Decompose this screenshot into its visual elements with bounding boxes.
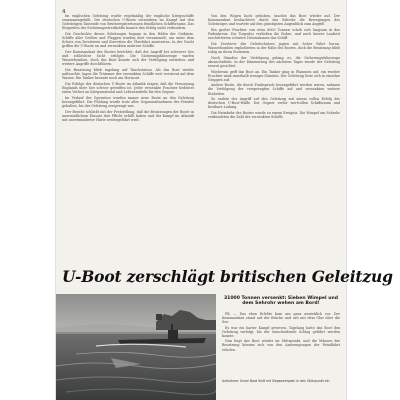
article-paragraph: Wiederum griff das Boot an. Ein Tanker ging in Flammen auf, ein zweiter Frachter sank innerhalb weniger Minuten. Der Geleitzug löste sich in einzelne Gruppen auf.: [208, 69, 340, 82]
article-paragraph: Von den Wogen hoch gehoben, tauchte das Boot wieder auf. Der Kommandant beobachtete durch das Sehrohr die Bewegungen des Geleitzuges und wartete auf den günstigsten Augenblick zum Angriff.: [208, 14, 340, 27]
article-paragraph: Die Erfolge der deutschen U-Boote im Atlantik zeigen, daß die Versorgung Englands über See schwer getroffen ist. Jeder versenkte Frachter bedeutet einen Verlust an Kriegsmaterial und Lebensmitteln für den Gegner.: [62, 81, 194, 94]
caption-paragraph: PK. — Das eben Erlebte kam uns ganz unwirklich vor. Der Kommandant stand auf der Brücke und sah mit dem Glas über die See.: [222, 312, 340, 325]
article-column-right: [208, 14, 340, 264]
submarine-photo-image: [56, 294, 216, 400]
caption-text: [222, 312, 340, 353]
caption-paragraph: Nun liegt das Boot wieder im Stützpunkt, und die Männer der Besatzung können sich von den Anstrengungen der Feindfahrt erholen.: [222, 339, 340, 352]
magazine-page: [56, 0, 393, 400]
article-paragraph: Andere Boote, die durch Funkspruch herangeführt worden waren, nahmen die Verfolgung der versprengten Schiffe auf und versenkten weitere Einheiten.: [208, 83, 340, 96]
article-paragraph: Die Zerstörer des Geleitschutzes jagten mit hoher Fahrt heran. Wasserbomben explodierten in der Nähe des Bootes, doch die Besatzung blieb ruhig an ihren Stationen.: [208, 41, 340, 54]
article-paragraph: Die Besatzung blieb tagelang auf Tauchstation. Als das Boot wieder auftauchte, lagen die Trümmer der versenkten Schiffe weit verstreut auf dem Wasser. Ein Tanker brannte noch am Horizont.: [62, 67, 194, 81]
article-paragraph: Im englischen Geleitzug wurde regelmäßig der englische Kriegsschiffe zusammengefaßt. Die deutschen U-Boote versenkten im Kampf mit den Geleitzügen Tausende von Bruttoregistertonnen feindlichen Schiffsraums. Das Eingreifen der Sicherungsstreitkräfte konnte den Erfolg nicht verhindern.: [62, 14, 194, 31]
article-paragraph: Nach Stunden der Verfolgung gelang es, die Sicherungsfahrzeuge abzuschütteln. In der Dämmerung des nächsten Tages wurde der Geleitzug erneut gesichtet.: [208, 55, 340, 68]
article-column-left: [62, 14, 194, 264]
article-paragraph: Ein großer Frachter von etwa 8000 Tonnen schob sich langsam in das Fadenkreuz. Die Torpedos verließen die Rohre, und nach kurzer Laufzeit erschütterten schwere Detonationen das Schiff.: [208, 27, 340, 41]
submarine-photo: [56, 294, 216, 400]
photo-subheading: 31000 Tonnen versenkt: Sieben Wimpel und dem Sehrohr wehen am Bord!: [223, 296, 339, 307]
article-paragraph: So endete der Angriff auf den Geleitzug mit einem vollen Erfolg der deutschen U-Boot-Waffe. Der Gegner verlor wertvollen Schiffsraum und kostbare Ladung.: [208, 97, 340, 110]
article-paragraph: Die Geschichte dieses Geleitzuges begann in den Häfen der Ostküste. Schiffe aller Größen und Flaggen wurden dort versammelt, um unter dem Schutz von Zerstörern und Korvetten die Überfahrt anzutreten. In der Nacht griffen die U-Boote an und versenkten mehrere Schiffe.: [62, 31, 194, 49]
article-headline: U-Boot zerschlägt britischen Geleitzug: [62, 267, 393, 286]
page-number: 4: [62, 9, 66, 15]
photo-caption: Aufnahme: Unser Boot läuft mit Siegeswimpeln in den Stützpunkt ein: [222, 379, 330, 383]
article-paragraph: Der Kommandant des Bootes berichtet, daß der Angriff bei schwerer See und schlechter Sicht erfolgte. Die Sicherungsfahrzeuge warfen Wasserbomben, doch das Boot konnte sich der Verfolgung entziehen und weitere Angriffe durchführen.: [62, 49, 194, 67]
caption-paragraph: Es war ein harter Kampf gewesen. Tagelang hatte das Boot den Geleitzug verfolgt, bis der entscheidende Schlag geführt werden konnte.: [222, 325, 340, 338]
article-paragraph: Der Bericht schließt mit der Feststellung, daß die Besatzungen der Boote in unermüdlichem Einsatz ihre Pflicht erfüllt haben und der Kampf im Atlantik mit unverminderter Härte weitergeführt wird.: [62, 109, 194, 122]
article-paragraph: Im Verlauf der Operation wurden immer neue Boote an den Geleitzug herangeführt. Die Fühlung wurde trotz aller Gegenmaßnahmen des Feindes gehalten, bis der Geleitzug zersprengt war.: [62, 95, 194, 108]
article-paragraph: Die Heimkehr des Bootes wurde zu einem Ereignis. Die Wimpel am Sehrohr verkündeten die Zahl der versenkten Schiffe.: [208, 111, 340, 120]
